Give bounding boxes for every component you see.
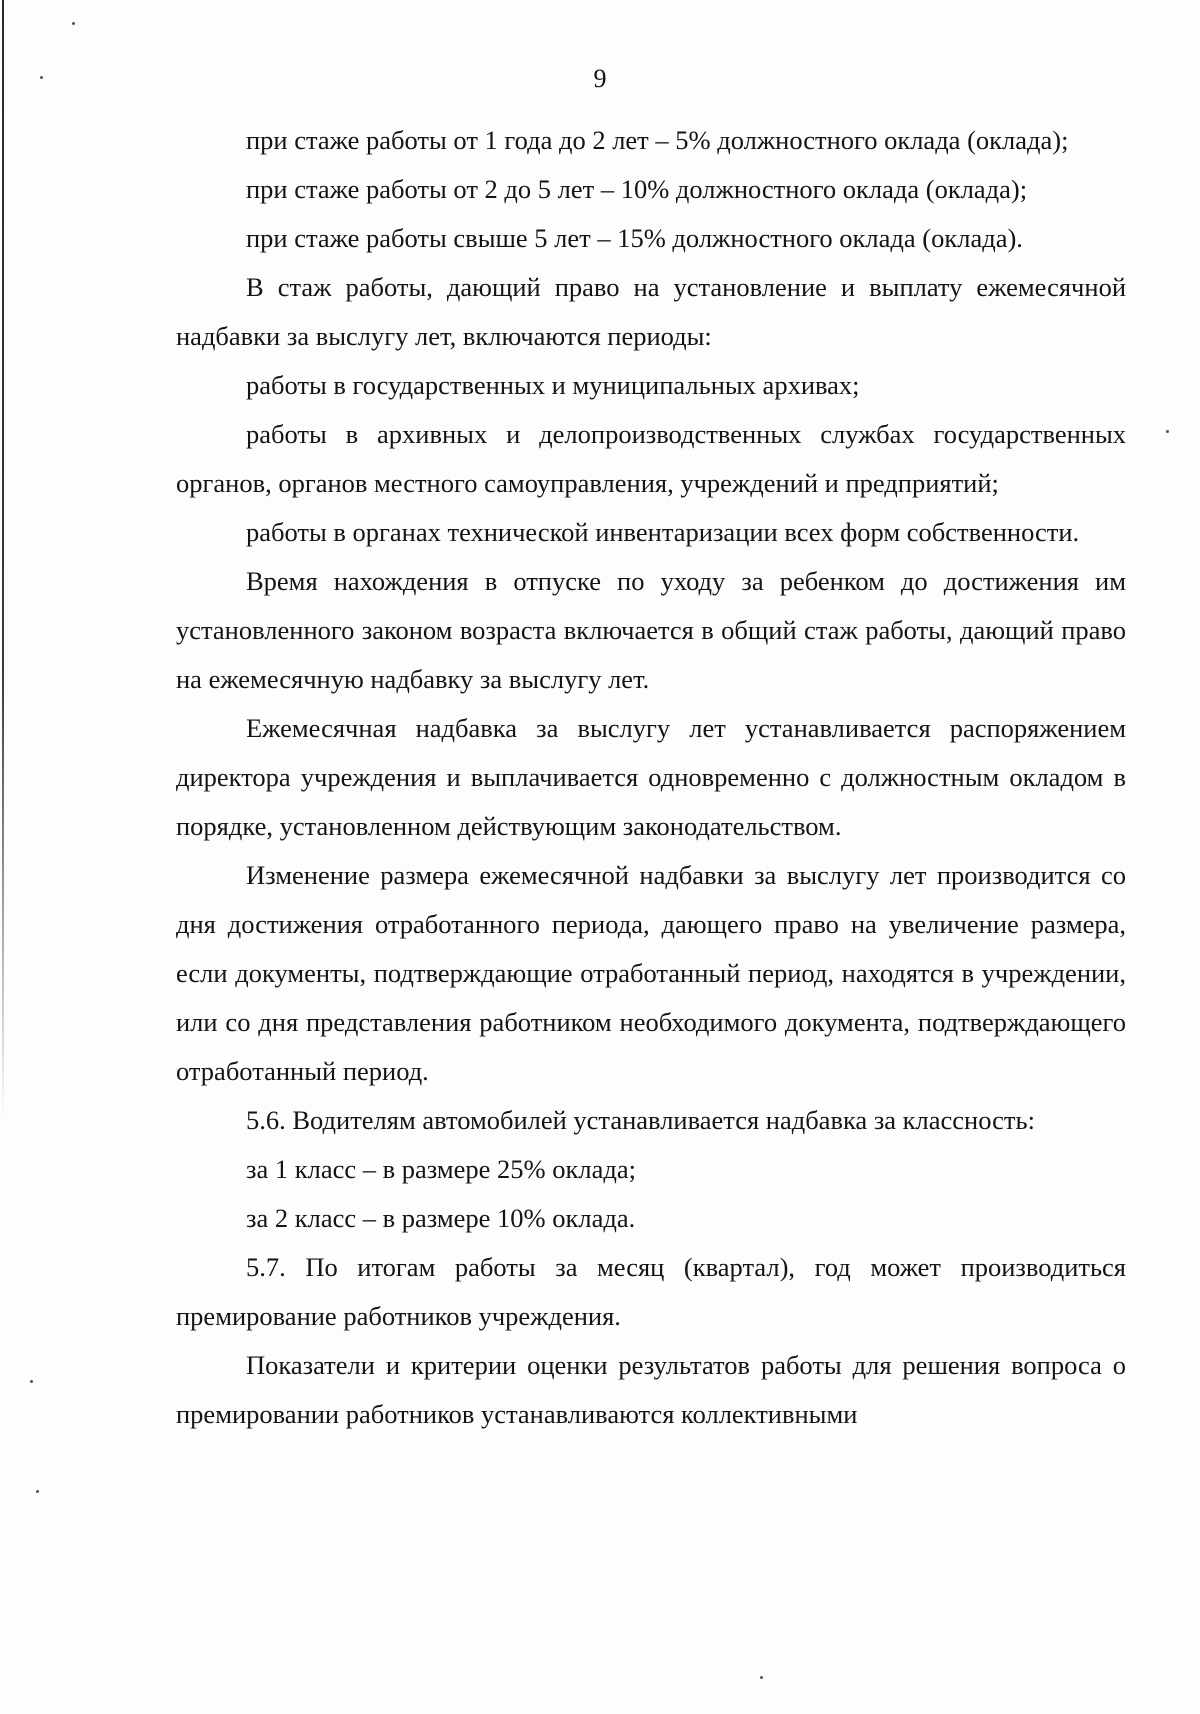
paragraph: Показатели и критерии оценки результатов работы для решения вопроса о премировании работников устанавливаются коллективными [176,1350,1126,1429]
paragraph: работы в архивных и делопроизводственных службах государственных органов, органов местного самоуправления, учреждений и предприятий; [176,419,1126,498]
scan-edge-line [2,0,4,1120]
scan-speck [72,22,75,25]
paragraph: за 1 класс – в размере 25% оклада; [246,1154,636,1184]
paragraph: при стаже работы от 2 до 5 лет – 10% должностного оклада (оклада); [246,174,1028,204]
paragraph: работы в органах технической инвентаризации всех форм собственности. [246,517,1080,547]
paragraph: при стаже работы от 1 года до 2 лет – 5% должностного оклада (оклада); [246,125,1069,155]
paragraph: за 2 класс – в размере 10% оклада. [246,1203,636,1233]
scan-speck [30,1380,33,1383]
paragraph: Время нахождения в отпуске по уходу за ребенком до достижения им установленного законом возраста включается в общий стаж работы, дающий право на ежемесячную надбавку за выслугу лет. [176,566,1126,694]
paragraph: при стаже работы свыше 5 лет – 15% должностного оклада (оклада). [246,223,1023,253]
paragraph: 5.6. Водителям автомобилей устанавливается надбавка за классность: [246,1105,1035,1135]
scan-speck [36,1490,39,1493]
scan-speck [1166,430,1169,433]
paragraph: 5.7. По итогам работы за месяц (квартал), год может производиться премирование работников учреждения. [176,1252,1126,1331]
paragraph: Ежемесячная надбавка за выслугу лет устанавливается распоряжением директора учреждения и выплачивается одновременно с должностным окладом в порядке, установленном действующим законодательством. [176,713,1126,841]
document-body [176,116,1126,1439]
page-number: 9 [593,64,607,93]
paragraph: Изменение размера ежемесячной надбавки за выслугу лет производится со дня достижения отработанного периода, дающего право на увеличение размера, если документы, подтверждающие отработанный период, находятся в учреждении, или со дня представления работником необходимого документа, подтверждающего отработанный период. [176,860,1126,1086]
scan-speck [760,1676,763,1679]
paragraph: В стаж работы, дающий право на установление и выплату ежемесячной надбавки за выслугу лет, включаются периоды: [176,272,1126,351]
paragraph: работы в государственных и муниципальных архивах; [246,370,860,400]
